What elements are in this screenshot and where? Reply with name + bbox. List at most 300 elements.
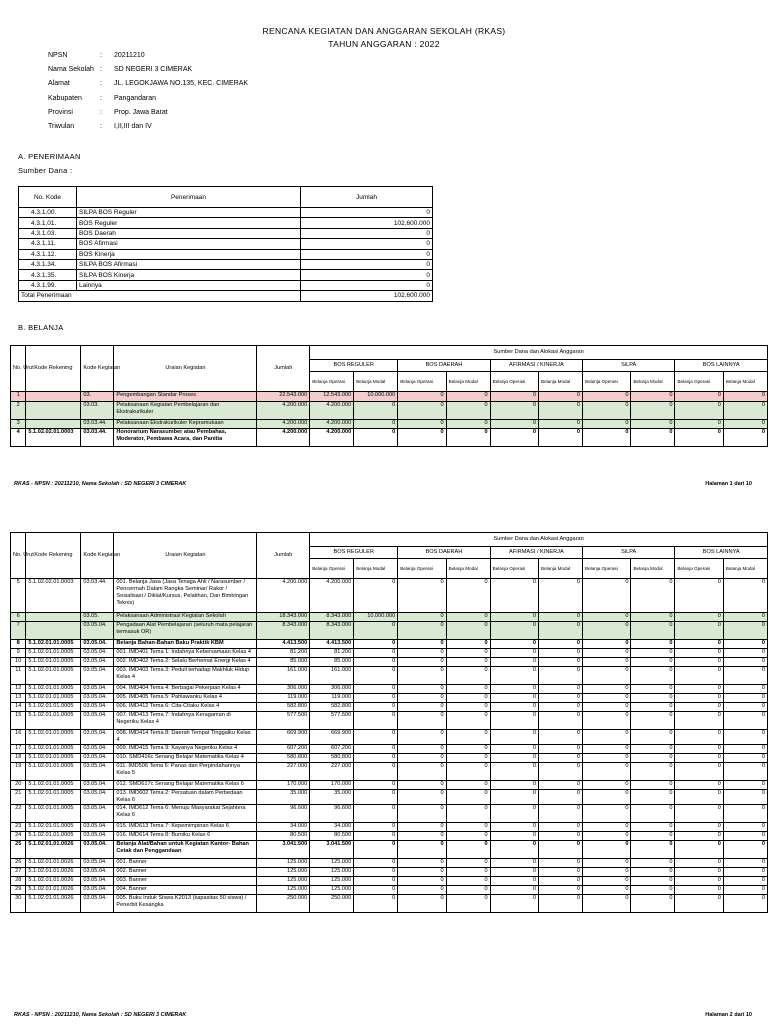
row-alokasi: 0 (490, 429, 538, 447)
row-no: 2 (11, 402, 26, 420)
row-alokasi: 0 (583, 658, 631, 667)
row-alokasi: 0 (631, 781, 675, 790)
row-no: 29 (11, 886, 26, 895)
header-belanja-operasi: Belanja Operasi (310, 372, 354, 392)
row-uraian: Belanja Alat/Bahan untuk Kegiatan Kantor- Bahan Cetak dan Penggandaan (114, 841, 257, 859)
row-no: 3 (11, 420, 26, 429)
row-alokasi: 0 (446, 429, 490, 447)
row-alokasi: 0 (490, 730, 538, 745)
header-group: BOS LAINNYA (675, 360, 768, 372)
row-no: 14 (11, 703, 26, 712)
row-alokasi: 0 (354, 685, 398, 694)
row-alokasi: 0 (631, 420, 675, 429)
row-no: 26 (11, 859, 26, 868)
row-kode-kegiatan: 03.05.04. (81, 622, 114, 640)
row-alokasi: 0 (446, 685, 490, 694)
footer-right-page1: Halaman 1 dari 10 (705, 481, 752, 487)
header-jumlah: Jumlah (257, 346, 310, 392)
row-alokasi: 582.800 (310, 703, 354, 712)
row-jumlah: 80.500 (257, 832, 310, 841)
row-kode-rekening: 5.1.02.01.01.0026 (26, 841, 81, 859)
row-alokasi: 0 (490, 622, 538, 640)
row-alokasi: 0 (539, 832, 583, 841)
table-row (11, 622, 768, 640)
total-value: 102.600.000 (301, 291, 433, 301)
row-alokasi: 607.200 (310, 745, 354, 754)
row-kode-kegiatan: 03.05.04. (81, 730, 114, 745)
table-row (19, 218, 433, 228)
row-alokasi: 0 (446, 754, 490, 763)
row-jumlah: 85.000 (257, 658, 310, 667)
row-alokasi: 0 (490, 805, 538, 823)
row-alokasi: 0 (583, 841, 631, 859)
row-alokasi: 0 (583, 754, 631, 763)
info-label: Provinsi (48, 108, 73, 116)
row-jumlah: 4.200.000 (257, 429, 310, 447)
row-alokasi: 0 (675, 649, 723, 658)
header-belanja-modal: Belanja Modal (723, 559, 767, 579)
row-alokasi: 0 (631, 402, 675, 420)
header-penerimaan: Penerimaan (77, 187, 301, 208)
row-kode-kegiatan: 03.05.04. (81, 712, 114, 730)
table-row (19, 208, 433, 218)
info-row: Kabupaten : Pangandaran (48, 94, 157, 102)
row-kode-kegiatan: 03.03.44. (81, 420, 114, 429)
row-alokasi: 0 (539, 712, 583, 730)
info-row: Alamat : JL. LEGOKJAWA NO.135, KEC. CIMERAK (48, 80, 249, 88)
row-alokasi: 0 (583, 613, 631, 622)
row-alokasi: 0 (354, 649, 398, 658)
header-belanja-modal: Belanja Modal (631, 372, 675, 392)
row-uraian: Pelaksanaan Kegiatan Pembelajaran dan Ekstrakurikuler (114, 402, 257, 420)
penerimaan-cell: BOS Reguler (77, 218, 301, 228)
row-alokasi: 0 (723, 694, 767, 703)
row-jumlah: 250.000 (257, 895, 310, 913)
row-no: 27 (11, 868, 26, 877)
table-row (11, 392, 768, 402)
row-alokasi: 161.000 (310, 667, 354, 685)
kode-cell: 4.3.1.34. (19, 259, 77, 269)
row-alokasi: 0 (446, 712, 490, 730)
row-alokasi: 34.000 (310, 823, 354, 832)
row-alokasi: 0 (583, 392, 631, 402)
row-uraian: Pelaksanaan Administrasi Kegiatan Sekolah (114, 613, 257, 622)
row-uraian: 011. IMD506 Tema 6: Panas dan Perpindahannya Kelas 5 (114, 763, 257, 781)
row-kode-rekening: 5.1.02.01.01.0005 (26, 754, 81, 763)
row-uraian: 006. IMD412 Tema 6: Cita-Citaku Kelas 4 (114, 703, 257, 712)
info-value: Prop. Jawa Barat (114, 108, 168, 116)
row-alokasi: 0 (490, 402, 538, 420)
row-alokasi: 0 (398, 790, 446, 805)
header-belanja-operasi: Belanja Operasi (675, 372, 723, 392)
row-alokasi: 0 (354, 832, 398, 841)
row-alokasi: 0 (490, 392, 538, 402)
row-jumlah: 18.343.000 (257, 613, 310, 622)
header-belanja-modal: Belanja Modal (354, 372, 398, 392)
belanja-table (10, 532, 768, 913)
row-alokasi: 0 (398, 730, 446, 745)
row-alokasi: 0 (490, 781, 538, 790)
row-no: 20 (11, 781, 26, 790)
row-kode-rekening: 5.1.02.01.01.0005 (26, 712, 81, 730)
row-alokasi: 125.000 (310, 868, 354, 877)
row-alokasi: 0 (398, 805, 446, 823)
row-kode-rekening: 5.1.02.01.01.0005 (26, 649, 81, 658)
row-uraian: Pengadaan Alat Pembelajaran (seluruh mata pelajaran termasuk OR) (114, 622, 257, 640)
header-belanja-operasi: Belanja Operasi (490, 372, 538, 392)
row-jumlah: 125.000 (257, 877, 310, 886)
row-alokasi: 0 (583, 781, 631, 790)
row-alokasi: 0 (723, 640, 767, 649)
row-kode-rekening: 5.1.02.01.01.0005 (26, 790, 81, 805)
row-alokasi: 0 (398, 703, 446, 712)
row-alokasi: 0 (631, 754, 675, 763)
kode-cell: 4.3.1.03. (19, 228, 77, 238)
header-belanja-operasi: Belanja Operasi (310, 559, 354, 579)
row-alokasi: 0 (539, 649, 583, 658)
info-row: Triwulan : I,II,III dan IV (48, 123, 152, 131)
jumlah-cell: 0 (301, 249, 433, 259)
row-kode-rekening: 5.1.02.01.01.0005 (26, 763, 81, 781)
row-alokasi: 0 (539, 703, 583, 712)
row-jumlah: 125.000 (257, 859, 310, 868)
info-value: I,II,III dan IV (114, 123, 152, 131)
row-alokasi: 0 (723, 805, 767, 823)
row-alokasi: 0 (583, 420, 631, 429)
row-alokasi: 0 (675, 823, 723, 832)
row-kode-rekening: 5.1.02.02.01.0003 (26, 579, 81, 613)
row-kode-kegiatan: 03.05.04. (81, 841, 114, 859)
row-no: 21 (11, 790, 26, 805)
row-alokasi: 0 (398, 392, 446, 402)
row-alokasi: 170.000 (310, 781, 354, 790)
row-alokasi: 0 (723, 613, 767, 622)
row-uraian: 010. SMD416c Senang Belajar Matematika Kelas 4 (114, 754, 257, 763)
header-belanja-modal: Belanja Modal (539, 372, 583, 392)
row-kode-rekening: 5.1.02.01.01.0026 (26, 886, 81, 895)
row-alokasi: 0 (631, 832, 675, 841)
row-no: 15 (11, 712, 26, 730)
row-alokasi: 0 (631, 658, 675, 667)
row-alokasi: 0 (398, 685, 446, 694)
row-alokasi: 0 (723, 712, 767, 730)
row-alokasi: 0 (354, 622, 398, 640)
row-alokasi: 0 (490, 420, 538, 429)
row-alokasi: 0 (398, 763, 446, 781)
row-alokasi: 0 (675, 805, 723, 823)
row-alokasi: 0 (446, 694, 490, 703)
row-alokasi: 81.200 (310, 649, 354, 658)
row-alokasi: 35.000 (310, 790, 354, 805)
header-belanja-operasi: Belanja Operasi (398, 559, 446, 579)
row-uraian: 002. Banner (114, 868, 257, 877)
row-alokasi: 0 (539, 667, 583, 685)
row-alokasi: 0 (539, 694, 583, 703)
row-alokasi: 4.200.000 (310, 579, 354, 613)
row-jumlah: 125.000 (257, 868, 310, 877)
row-alokasi: 0 (539, 886, 583, 895)
row-alokasi: 0 (583, 859, 631, 868)
row-kode-kegiatan: 03.03.44. (81, 429, 114, 447)
row-alokasi: 0 (583, 649, 631, 658)
row-alokasi: 0 (446, 859, 490, 868)
row-alokasi: 0 (583, 579, 631, 613)
table-row (19, 249, 433, 259)
row-alokasi: 0 (583, 622, 631, 640)
row-alokasi: 0 (446, 745, 490, 754)
row-uraian: Pelaksanaan Ekstrakurikuler Kepramukaan (114, 420, 257, 429)
info-label: Alamat (48, 80, 70, 88)
row-jumlah: 3.041.500 (257, 841, 310, 859)
row-alokasi: 0 (675, 877, 723, 886)
row-jumlah: 4.200.000 (257, 402, 310, 420)
table-row (11, 841, 768, 859)
row-alokasi: 0 (446, 402, 490, 420)
row-alokasi: 0 (723, 730, 767, 745)
jumlah-cell: 0 (301, 259, 433, 269)
row-alokasi: 0 (490, 613, 538, 622)
row-alokasi: 0 (723, 420, 767, 429)
row-kode-kegiatan: 03.05. (81, 613, 114, 622)
row-uraian: 005. IMD405 Tema 5: Pahlawanku Kelas 4 (114, 694, 257, 703)
header-group: AFIRMASI / KINERJA (490, 360, 582, 372)
row-alokasi: 0 (583, 832, 631, 841)
row-kode-kegiatan: 03.05.04. (81, 694, 114, 703)
header-no-urut: No. Urut (11, 533, 26, 579)
row-alokasi: 0 (354, 658, 398, 667)
row-alokasi: 0 (539, 730, 583, 745)
source-label: Sumber Dana : (18, 166, 73, 175)
row-alokasi: 0 (446, 730, 490, 745)
header-kode-kegiatan: Kode Kegiatan (81, 346, 114, 392)
row-alokasi: 0 (723, 877, 767, 886)
row-alokasi: 0 (631, 392, 675, 402)
row-no: 4 (11, 429, 26, 447)
row-alokasi: 80.500 (310, 832, 354, 841)
info-value: 20211210 (114, 51, 145, 59)
header-kode-rekening: Kode Rekening (26, 533, 81, 579)
row-alokasi: 0 (446, 886, 490, 895)
row-alokasi: 0 (354, 868, 398, 877)
row-alokasi: 0 (354, 640, 398, 649)
row-alokasi: 125.000 (310, 877, 354, 886)
row-alokasi: 0 (446, 841, 490, 859)
row-kode-rekening: 5.1.02.01.01.0005 (26, 730, 81, 745)
table-header-row (11, 533, 768, 547)
row-alokasi: 0 (446, 877, 490, 886)
row-alokasi: 0 (631, 730, 675, 745)
row-kode-kegiatan: 03.05.04. (81, 823, 114, 832)
header-group: SiLPA (583, 547, 675, 559)
row-alokasi: 0 (631, 667, 675, 685)
row-alokasi: 0 (723, 763, 767, 781)
header-belanja-modal: Belanja Modal (446, 372, 490, 392)
row-alokasi: 8.343.000 (310, 613, 354, 622)
row-uraian: 008. IMD414 Tema 8: Daerah Tempat Tinggalku Kelas 4 (114, 730, 257, 745)
info-value: Pangandaran (114, 94, 157, 102)
row-alokasi: 0 (354, 429, 398, 447)
row-kode-rekening (26, 613, 81, 622)
row-alokasi: 0 (631, 805, 675, 823)
row-alokasi: 0 (354, 694, 398, 703)
row-kode-kegiatan: 03.05.04. (81, 805, 114, 823)
row-kode-kegiatan: 03.05.04. (81, 790, 114, 805)
row-alokasi: 0 (723, 823, 767, 832)
row-uraian: Pengembangan Standar Proses (114, 392, 257, 402)
row-alokasi: 0 (675, 754, 723, 763)
table-row (11, 685, 768, 694)
table-row (11, 877, 768, 886)
row-alokasi: 0 (675, 745, 723, 754)
row-jumlah: 125.000 (257, 886, 310, 895)
row-no: 9 (11, 649, 26, 658)
row-alokasi: 0 (398, 781, 446, 790)
row-alokasi: 0 (446, 640, 490, 649)
penerimaan-cell: SILPA BOS Kinerja (77, 270, 301, 280)
row-jumlah: 8.343.000 (257, 622, 310, 640)
table-row (19, 239, 433, 249)
table-row (11, 763, 768, 781)
row-jumlah: 577.500 (257, 712, 310, 730)
table-row (11, 868, 768, 877)
header-no-urut: No. Urut (11, 346, 26, 392)
row-alokasi: 0 (723, 649, 767, 658)
row-alokasi: 0 (675, 832, 723, 841)
row-no: 7 (11, 622, 26, 640)
row-kode-kegiatan: 03.03.44. (81, 579, 114, 613)
row-alokasi: 0 (539, 429, 583, 447)
row-alokasi: 0 (354, 745, 398, 754)
row-alokasi: 0 (490, 667, 538, 685)
row-alokasi: 0 (539, 841, 583, 859)
table-row (11, 823, 768, 832)
table-row (11, 640, 768, 649)
row-uraian: 001. Belanja Jasa (Jasa Tenaga Ahli / Narasumber / Pencermah Dalam Rangka Seminar/ Rakor / Sosialisasi / Diklat/Kursus, Pelatihan, Dan Bimbingan Teknis) (114, 579, 257, 613)
header-uraian: Uraian Kegiatan (114, 346, 257, 392)
row-uraian: 009. IMD415 Tema 9: Kayanya Negeriku Kelas 4 (114, 745, 257, 754)
row-jumlah: 161.000 (257, 667, 310, 685)
row-alokasi: 0 (539, 402, 583, 420)
row-kode-kegiatan: 03.05.04. (81, 763, 114, 781)
row-alokasi: 0 (490, 579, 538, 613)
jumlah-cell: 0 (301, 208, 433, 218)
row-kode-kegiatan: 03.05.04. (81, 868, 114, 877)
row-alokasi: 0 (583, 868, 631, 877)
header-group: BOS REGULER (310, 547, 398, 559)
row-alokasi: 0 (446, 823, 490, 832)
footer-left-page2: RKAS - NPSN : 20211210, Nama Sekolah : SD NEGERI 3 CIMERAK (14, 1012, 187, 1018)
row-alokasi: 0 (398, 895, 446, 913)
row-alokasi: 0 (490, 886, 538, 895)
row-jumlah: 22.543.000 (257, 392, 310, 402)
row-alokasi: 0 (723, 781, 767, 790)
row-alokasi: 0 (354, 763, 398, 781)
row-alokasi: 0 (446, 649, 490, 658)
penerimaan-cell: BOS Afirmasi (77, 239, 301, 249)
header-belanja-modal: Belanja Modal (723, 372, 767, 392)
info-label: Triwulan (48, 123, 75, 131)
penerimaan-table (18, 186, 433, 302)
row-uraian: 001. Banner (114, 859, 257, 868)
row-jumlah: 4.413.500 (257, 640, 310, 649)
row-kode-rekening: 5.1.02.01.01.0005 (26, 781, 81, 790)
row-alokasi: 577.500 (310, 712, 354, 730)
row-alokasi: 0 (490, 895, 538, 913)
table-row (11, 649, 768, 658)
row-alokasi: 0 (723, 703, 767, 712)
table-header-row (11, 346, 768, 360)
row-jumlah: 306.000 (257, 685, 310, 694)
row-kode-rekening: 5.1.02.01.01.0026 (26, 895, 81, 913)
row-alokasi: 0 (675, 841, 723, 859)
row-no: 25 (11, 841, 26, 859)
row-alokasi: 0 (583, 805, 631, 823)
row-kode-rekening: 5.1.02.01.01.0005 (26, 685, 81, 694)
table-row (19, 280, 433, 290)
row-alokasi: 0 (723, 429, 767, 447)
row-uraian: 002. IMD402 Tema 2: Selalu Berhemat Energi Kelas 4 (114, 658, 257, 667)
kode-cell: 4.3.1.00. (19, 208, 77, 218)
header-group: SiLPA (583, 360, 675, 372)
table-row (11, 754, 768, 763)
row-uraian: Belanja Bahan-Bahan Baku Praktik KBM (114, 640, 257, 649)
row-no: 6 (11, 613, 26, 622)
header-belanja-operasi: Belanja Operasi (583, 372, 631, 392)
row-jumlah: 607.200 (257, 745, 310, 754)
header-no-kode: No. Kode (19, 187, 77, 208)
row-kode-kegiatan: 03.05.04. (81, 859, 114, 868)
jumlah-cell: 0 (301, 228, 433, 238)
row-alokasi: 0 (631, 868, 675, 877)
header-group: BOS REGULER (310, 360, 398, 372)
table-row (11, 420, 768, 429)
row-alokasi: 0 (398, 622, 446, 640)
header-belanja-modal: Belanja Modal (539, 559, 583, 579)
table-row (11, 703, 768, 712)
row-kode-kegiatan: 03.05.04. (81, 754, 114, 763)
row-alokasi: 0 (583, 877, 631, 886)
row-kode-rekening: 5.1.02.01.01.0005 (26, 658, 81, 667)
table-row (11, 613, 768, 622)
row-uraian: 003. IMD403 Tema 3: Peduli terhadap Makhluk Hidup Kelas 4 (114, 667, 257, 685)
row-alokasi: 0 (583, 895, 631, 913)
row-jumlah: 582.800 (257, 703, 310, 712)
info-label: Nama Sekolah (48, 65, 94, 73)
row-alokasi: 0 (398, 579, 446, 613)
row-alokasi: 0 (446, 832, 490, 841)
total-label: Total Penerimaan (19, 291, 301, 301)
row-alokasi: 0 (446, 868, 490, 877)
row-no: 28 (11, 877, 26, 886)
jumlah-cell: 0 (301, 280, 433, 290)
row-jumlah: 35.000 (257, 790, 310, 805)
row-alokasi: 0 (631, 895, 675, 913)
row-alokasi: 8.343.000 (310, 622, 354, 640)
row-uraian: 004. IMD404 Tema 4: Berbagai Pekerjaan Kelas 4 (114, 685, 257, 694)
row-kode-rekening: 5.1.02.01.01.0005 (26, 823, 81, 832)
row-uraian: 004. Banner (114, 886, 257, 895)
row-alokasi: 0 (539, 622, 583, 640)
row-alokasi: 0 (398, 429, 446, 447)
row-alokasi: 0 (398, 745, 446, 754)
row-alokasi: 0 (723, 622, 767, 640)
row-alokasi: 0 (675, 429, 723, 447)
header-belanja-operasi: Belanja Operasi (583, 559, 631, 579)
row-alokasi: 0 (398, 694, 446, 703)
row-alokasi: 0 (398, 658, 446, 667)
row-alokasi: 0 (583, 763, 631, 781)
header-group: BOS LAINNYA (675, 547, 768, 559)
